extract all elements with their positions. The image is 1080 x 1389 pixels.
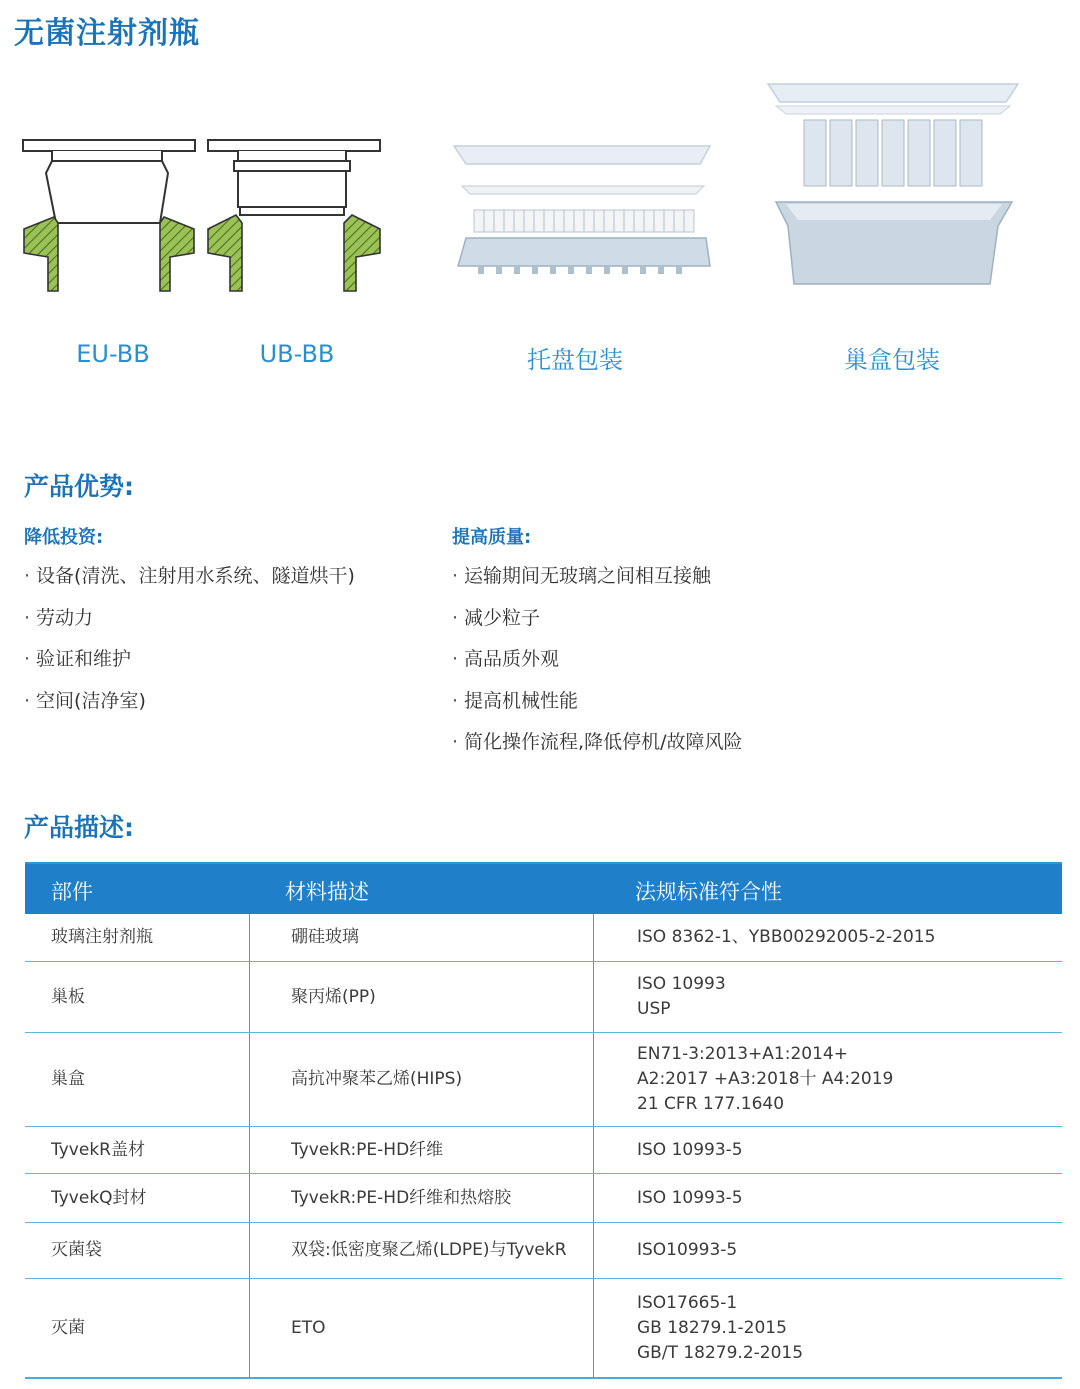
cell-material: 聚丙烯(PP): [291, 986, 376, 1007]
table-row: [25, 1279, 1062, 1379]
cell-material: 高抗冲聚苯乙烯(HIPS): [291, 1069, 463, 1089]
cell-standards: ISO 10993 USP: [637, 974, 726, 1019]
page-title: 无菌注射剂瓶: [14, 16, 200, 51]
table-row: [25, 962, 1062, 1033]
improve-quality-title: 提高质量:: [452, 527, 532, 548]
caption-nest-box-packaging: 巢盒包装: [844, 346, 940, 374]
cell-part: 灭菌: [51, 1317, 85, 1338]
list-item: · 减少粒子: [452, 606, 541, 629]
caption-ub-bb: UB-BB: [259, 340, 335, 368]
tray-packaging-image: [448, 138, 718, 286]
caption-eu-bb: EU-BB: [76, 340, 150, 368]
cell-standards: ISO 10993-5: [637, 1139, 743, 1160]
list-item: · 提高机械性能: [452, 689, 579, 712]
reduce-investment-title: 降低投资:: [24, 527, 104, 548]
caption-tray-packaging: 托盘包装: [527, 346, 623, 374]
table-row: [25, 1127, 1062, 1174]
table-row: [25, 1033, 1062, 1127]
table-row: [25, 1174, 1062, 1223]
header-material: 材料描述: [285, 880, 369, 904]
cell-part: 巢盒: [51, 1069, 85, 1089]
header-standards: 法规标准符合性: [635, 880, 782, 904]
list-item: · 简化操作流程,降低停机/故障风险: [452, 731, 743, 753]
eu-bb-diagram: [18, 135, 200, 295]
list-item: · 劳动力: [24, 606, 94, 629]
cell-material: TyvekR:PE-HD纤维: [291, 1139, 444, 1160]
table-row: [25, 914, 1062, 962]
cell-part: 巢板: [51, 986, 85, 1007]
cell-material: ETO: [291, 1317, 326, 1338]
table-row: [25, 1223, 1062, 1279]
reduce-investment-list: [24, 563, 355, 729]
cell-standards: ISO10993-5: [637, 1240, 738, 1260]
cell-standards: ISO 10993-5: [637, 1187, 743, 1208]
list-item: · 运输期间无玻璃之间相互接触: [452, 565, 712, 587]
cell-material: 双袋:低密度聚乙烯(LDPE)与TyvekR: [291, 1240, 567, 1260]
table-header: [25, 862, 1062, 914]
ub-bb-diagram: [204, 135, 386, 295]
header-part: 部件: [51, 880, 93, 904]
list-item: · 设备(清洗、注射用水系统、隧道烘干): [24, 565, 355, 587]
cell-standards: ISO17665-1 GB 18279.1-2015 GB/T 18279.2-2015: [637, 1292, 804, 1363]
list-item: · 高品质外观: [452, 648, 560, 670]
list-item: · 验证和维护: [24, 648, 132, 670]
cell-material: 硼硅玻璃: [291, 927, 359, 947]
cell-standards: EN71-3:2013+A1:2014+ A2:2017 +A3:2018十 A4:2019 21 CFR 177.1640: [637, 1044, 894, 1114]
cell-part: TyvekQ封材: [51, 1187, 147, 1208]
cell-standards: ISO 8362-1、YBB00292005-2-2015: [637, 927, 936, 947]
cell-material: TyvekR:PE-HD纤维和热熔胶: [291, 1187, 512, 1208]
cell-part: 灭菌袋: [51, 1240, 102, 1260]
list-item: · 空间(洁净室): [24, 689, 146, 712]
cell-part: 玻璃注射剂瓶: [51, 927, 153, 947]
description-title: 产品描述:: [24, 813, 134, 842]
cell-part: TyvekR盖材: [51, 1139, 145, 1160]
improve-quality-list: [452, 563, 743, 771]
product-description-table: [25, 862, 1062, 1379]
nest-box-packaging-image: [764, 78, 1024, 290]
advantages-title: 产品优势:: [24, 472, 134, 501]
